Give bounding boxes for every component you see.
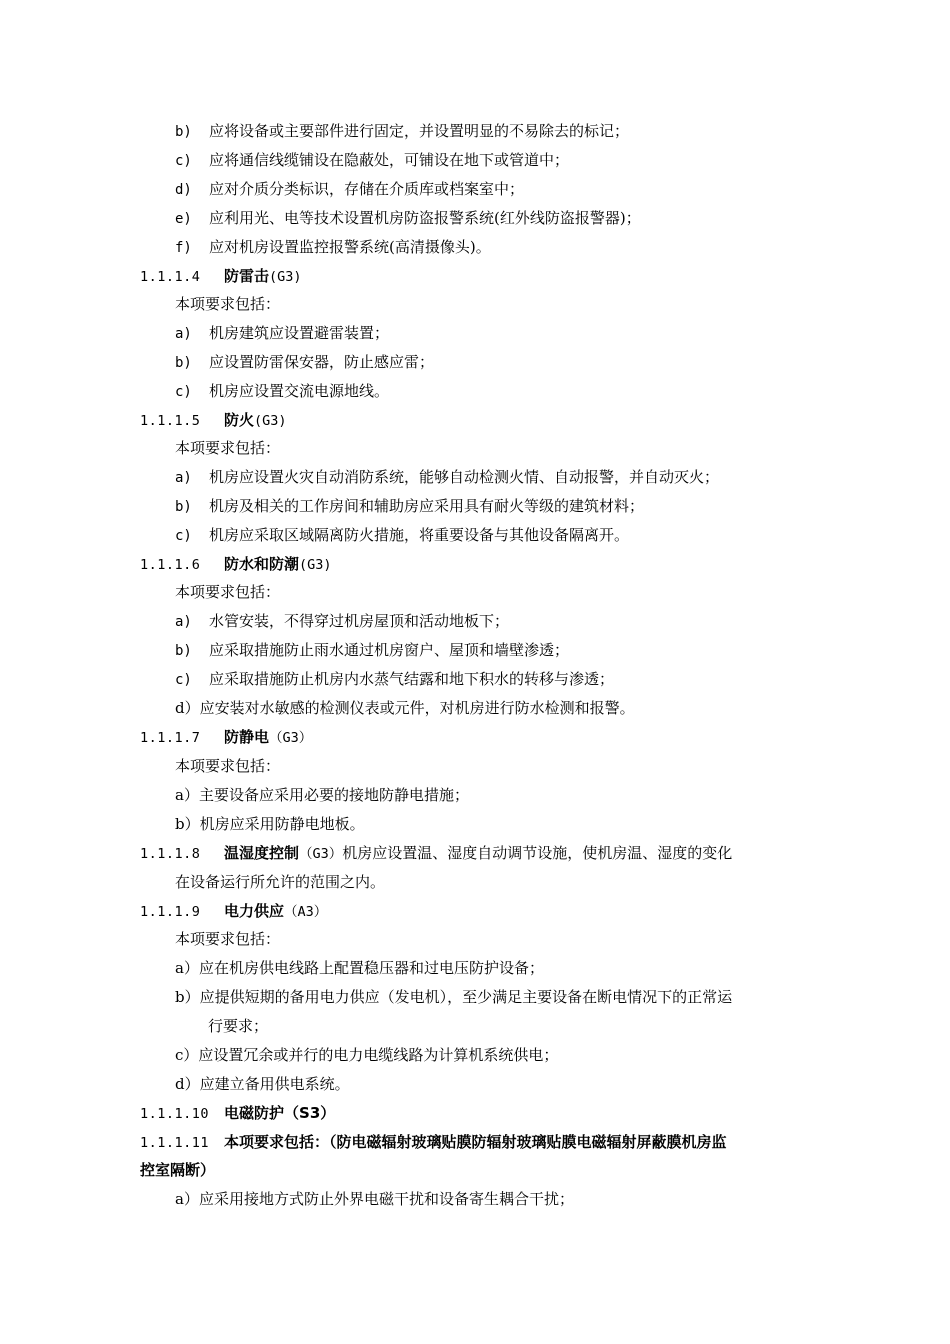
list-item: b) 应将设备或主要部件进行固定，并设置明显的不易除去的标记； [175,122,630,140]
list-item: b）应提供短期的备用电力供应（发电机），至少满足主要设备在断电情况下的正常运 [175,988,733,1006]
section-heading: 1.1.1.5 防火(G3) [140,411,287,429]
list-item: b) 机房及相关的工作房间和辅助房应采用具有耐火等级的建筑材料； [175,497,645,515]
section-heading: 1.1.1.11 本项要求包括：（防电磁辐射玻璃贴膜防辐射玻璃贴膜电磁辐射屏蔽膜机房监 [140,1133,727,1151]
list-item: c) 应将通信线缆铺设在隐蔽处，可铺设在地下或管道中； [175,151,570,169]
section-heading: 1.1.1.9 电力供应（A3） [140,902,328,920]
list-item: f) 应对机房设置监控报警系统(高清摄像头)。 [175,238,491,256]
heading-continuation: 控室隔断） [140,1161,216,1179]
section-heading: 1.1.1.4 防雷击(G3) [140,267,302,285]
list-item: c）应设置冗余或并行的电力电缆线路为计算机系统供电； [175,1046,559,1064]
list-item: a) 机房建筑应设置避雷装置； [175,324,390,342]
list-item: c) 机房应设置交流电源地线。 [175,382,390,400]
section-heading: 1.1.1.7 防静电（G3） [140,728,313,746]
section-heading: 1.1.1.10 电磁防护（S3） [140,1104,336,1122]
list-item: a）主要设备应采用必要的接地防静电措施； [175,786,469,804]
list-item: a) 水管安装，不得穿过机房屋顶和活动地板下； [175,612,510,630]
list-item: a）应在机房供电线路上配置稳压器和过电压防护设备； [175,959,544,977]
section-intro: 本项要求包括： [175,757,281,775]
paragraph-continuation: 在设备运行所允许的范围之内。 [175,873,386,891]
list-item: a) 机房应设置火灾自动消防系统，能够自动检测火情、自动报警，并自动灭火； [175,468,720,486]
list-item-continuation: 行要求； [208,1017,269,1035]
section-heading: 1.1.1.6 防水和防潮(G3) [140,555,332,573]
list-item: b）机房应采用防静电地板。 [175,815,365,833]
list-item: d) 应对介质分类标识，存储在介质库或档案室中； [175,180,525,198]
list-item: d）应安装对水敏感的检测仪表或元件，对机房进行防水检测和报警。 [175,699,635,717]
section-intro: 本项要求包括： [175,583,281,601]
list-item: d）应建立备用供电系统。 [175,1075,350,1093]
section-intro: 本项要求包括： [175,439,281,457]
section-heading: 1.1.1.8 温湿度控制（G3）机房应设置温、湿度自动调节设施，使机房温、湿度的变化 [140,844,733,862]
list-item: a）应采用接地方式防止外界电磁干扰和设备寄生耦合干扰； [175,1190,574,1208]
list-item: b) 应设置防雷保安器，防止感应雷； [175,353,435,371]
section-intro: 本项要求包括： [175,295,281,313]
list-item: c) 应采取措施防止机房内水蒸气结露和地下积水的转移与渗透； [175,670,615,688]
list-item: c) 机房应采取区域隔离防火措施，将重要设备与其他设备隔离开。 [175,526,630,544]
list-item: e) 应利用光、电等技术设置机房防盗报警系统(红外线防盗报警器)； [175,209,641,227]
section-intro: 本项要求包括： [175,930,281,948]
list-item: b) 应采取措施防止雨水通过机房窗户、屋顶和墙壁渗透； [175,641,570,659]
